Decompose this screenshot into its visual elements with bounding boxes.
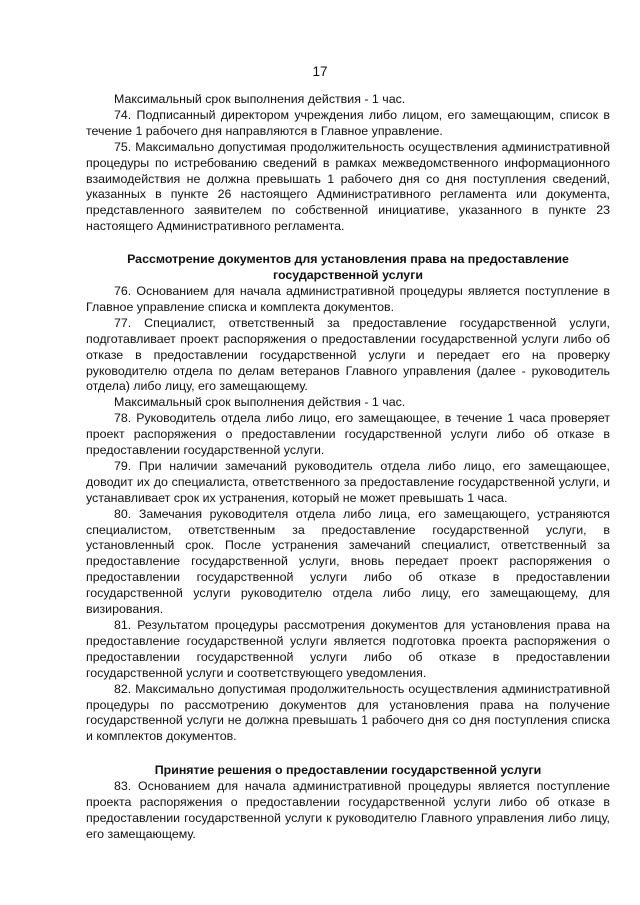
paragraph: 80. Замечания руководителя отдела либо лица, его замещающего, устраняются специалистом, ответственным за предоставление государственной услуги, в установленный срок. После устранения замечаний специалист, ответственный за предоставление государственной услуги, вновь передает проект распоряжения о предоставлении государственной услуги либо об отказе в предоставлении государственной услуги руководителю отдела либо лицу, его замещающему, для визирования. bbox=[86, 506, 610, 617]
paragraph: Максимальный срок выполнения действия - 1 час. bbox=[114, 395, 406, 410]
section-heading: Принятие решения о предоставлении государственной услуги bbox=[154, 763, 542, 778]
paragraph: 81. Результатом процедуры рассмотрения документов для установления права на предоставление государственной услуги является подготовка проекта распоряжения о предоставлении государственной услуги либо об отказе в предоставлении государственной услуги и соответствующего уведомления. bbox=[86, 618, 610, 680]
paragraph: 77. Специалист, ответственный за предоставление государственной услуги, подготавливает проект распоряжения о предоставлении государственной услуги либо об отказе в предоставлении государственной услуги и передает его на проверку руководителю отдела по делам ветеранов Главного управления (далее - руководитель отдела) либо лицу, его замещающему. bbox=[86, 315, 610, 394]
paragraph: 78. Руководитель отдела либо лицо, его замещающее, в течение 1 часа проверяет проект распоряжения о предоставлении государственной услуги либо об отказе в предоставлении государственной услуги. bbox=[86, 411, 610, 458]
paragraph: 74. Подписанный директором учреждения либо лицом, его замещающим, список в течение 1 рабочего дня направляются в Главное управление. bbox=[86, 107, 610, 138]
page-number: 17 bbox=[312, 64, 328, 79]
document-body bbox=[86, 92, 610, 843]
paragraph: 82. Максимально допустимая продолжительность осуществления административной процедуры по рассмотрению документов для установления права на получение государственной услуги не должна превышать 1 рабочего дня со дня поступления списка и комплектов документов. bbox=[86, 681, 610, 744]
paragraph: 76. Основанием для начала административной процедуры является поступление в Главное управление списка и комплекта документов. bbox=[86, 283, 610, 314]
paragraph: 83. Основанием для начала административной процедуры является поступление проекта распоряжения о предоставлении государственной услуги либо об отказе в предоставлении государственной услуги к руководителю Главного управления либо лицу, его замещающему. bbox=[86, 779, 610, 841]
paragraph: 79. При наличии замечаний руководитель отдела либо лицо, его замещающее, доводит их до специалиста, ответственного за предоставление государственной услуги, и устанавливает срок их устранения, который не может превышать 1 часа. bbox=[86, 458, 610, 505]
paragraph: 75. Максимально допустимая продолжительность осуществления административной процедуры по истребованию сведений в рамках межведомственного информационного взаимодействия не должна превышать 1 рабочего дня со дня поступления сведений, указанных в пункте 26 настоящего Административного регламента или документа, представленного заявителем по собственной инициативе, указанного в пункте 23 настоящего Административного регламента. bbox=[86, 139, 610, 234]
section-heading: Рассмотрение документов для установления права на предоставление государственной услуги bbox=[127, 252, 569, 283]
paragraph: Максимальный срок выполнения действия - 1 час. bbox=[114, 92, 406, 106]
